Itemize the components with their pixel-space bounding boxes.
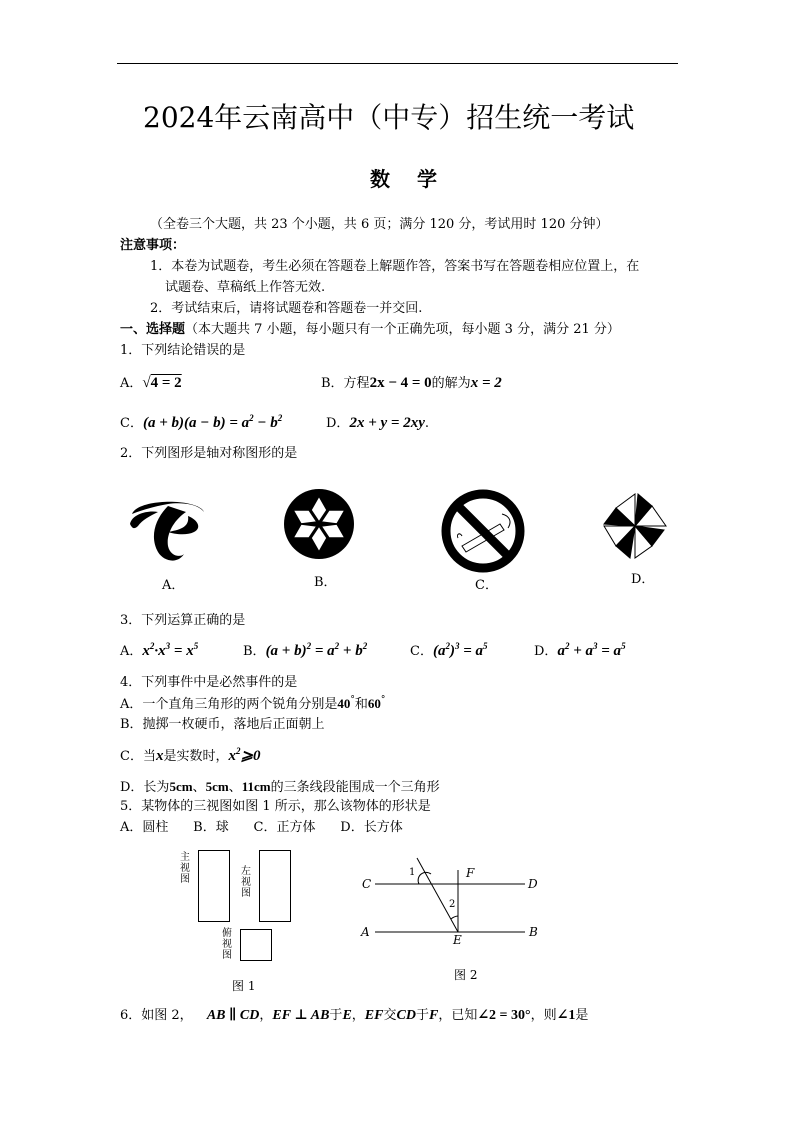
q4-option-b: B．抛掷一枚硬币，落地后正面朝上 [120,717,325,732]
q3-option-d [534,643,626,660]
q1-b-mid: 的解为 [431,376,471,391]
sqrt-symbol: √4 = 2 [142,375,182,391]
header-rule [117,63,678,64]
q2-figure-c-no-smoking-icon [440,488,526,574]
q1-d-label: D． [326,416,350,431]
q4-d-sep1: 、 [192,780,206,795]
notice-item-2: 2．考试结束后，请将试题卷和答题卷一并交回. [150,301,423,316]
q2-label-c: C． [475,578,498,593]
q3-a-label: A． [120,644,143,659]
fig1-side-view [259,850,291,922]
q1-c-math: (a + b)(a − b) = a [142,415,250,431]
q3-option-a [120,643,198,660]
fig1-top-view [240,929,272,961]
q6-shi: 是 [575,1008,589,1023]
q4-a-text: A．一个直角三角形的两个锐角分别是 [120,697,338,712]
fig2-point-e: E [453,933,462,947]
q3-b-label: B． [243,644,266,659]
q4-d-text2: 的三条线段能围成一个三角形 [270,780,440,795]
q1-option-b [321,375,502,392]
q4-stem: 4．下列事件中是必然事件的是 [120,675,298,690]
q6-angle-eq: ∠2 = 30° [477,1008,531,1023]
q1-option-c [120,415,282,432]
fig1-front-label: 主视图 [180,852,190,885]
q4-d-text1: D．长为 [120,780,170,795]
q4-option-d [120,779,440,796]
q3-option-c [410,643,488,660]
q6-known: ，已知 [438,1008,478,1023]
q6-comma1: ， [259,1008,273,1023]
q4-c-text2: 是实数时， [163,749,229,764]
q6-jiao: 交 [383,1008,397,1023]
section-1-desc: （本大题共 7 小题，每小题只有一个正确先项，每小题 3 分，满分 21 分） [185,322,620,337]
q1-d-tail: . [424,416,429,431]
q3-stem: 3．下列运算正确的是 [120,613,246,628]
q3-d-label: D． [534,644,558,659]
q6-ze: ，则 [530,1008,557,1023]
q4-c-math: $x^2⩾0$ [228,746,261,764]
q6-yu1: 于 [329,1008,343,1023]
q4-d-v1: 5cm [169,779,193,794]
q2-stem: 2．下列图形是轴对称图形的是 [120,446,298,461]
page-title: 2024年云南高中（中专）招生统一考试 [143,101,635,134]
q3-d-math: $a^2 + a^3 = a^5$ [557,641,626,659]
q1-c-label: C． [120,416,143,431]
q4-d-sep2: 、 [228,780,242,795]
q4-option-a [120,696,385,713]
q2-figure-d-pinwheel-icon [602,490,668,562]
q4-c-x: x [155,748,164,764]
fig2-point-f: F [466,866,475,880]
q6-ab-cd: AB ∥ CD [206,1008,260,1023]
fig1-top-label: 俯视图 [222,928,232,961]
fig2-caption: 图 2 [454,968,478,982]
q1-option-a [120,375,182,392]
q5-options: A．圆柱 B．球 C．正方体 D．长方体 [120,820,403,835]
q4-d-v2: 5cm [205,779,229,794]
q3-c-math: $(a^2)^3 = a^5$ [432,641,488,659]
q4-a-v2: 60 [367,696,381,711]
q6-e: E [342,1008,352,1023]
q6-yu2: 于 [415,1008,429,1023]
q6-comma2: ， [351,1008,365,1023]
fig2-angle-1: 1 [409,867,416,878]
q1-stem: 1．下列结论错误的是 [120,343,246,358]
notice-item-1: 1．本卷为试题卷，考生必须在答题卷上解题作答，答案书写在答题卷相应位置上，在 [150,259,640,274]
fig2-point-a: A [361,925,370,939]
q2-label-d: D． [631,572,655,587]
q1-b-label: B．方程 [321,376,370,391]
q4-a-v1: 40 [337,696,351,711]
q2-figure-b-star-icon [283,488,355,560]
q6-f: F [428,1008,439,1023]
q3-a-math: $x^2\cdot x^3 = x^5$ [142,641,199,659]
q2-label-b: B． [314,575,337,590]
q6-cd: CD [396,1008,416,1023]
fig1-front-view [198,850,230,922]
exam-info: （全卷三个大题，共 23 个小题，共 6 页；满分 120 分，考试用时 120 分钟） [150,217,609,232]
degree-sign: ° [350,695,355,705]
q1-option-d [326,415,429,432]
q2-figure-a-logo-icon [128,494,208,566]
q2-label-a: A． [162,578,185,593]
q6-angle1: ∠1 [556,1008,576,1023]
q6-stem [120,1008,588,1024]
fig2-point-d: D [528,877,538,891]
q1-d-math: 2x + y = 2xy [349,415,425,431]
fig1-side-label: 左视图 [241,866,251,899]
section-1-header [120,322,620,338]
superscript-2: 2 [249,413,254,423]
q1-b-math2: x = 2 [470,375,502,391]
notice-item-1-cont: 试题卷、草稿纸上作答无效. [165,280,326,295]
degree-sign: ° [380,695,386,705]
q3-b-math: $(a + b)^2 = a^2 + b^2$ [265,641,368,659]
q1-c-math-tail: − b [253,415,278,431]
fig2-point-c: C [362,877,372,891]
q1-a-math: 4 = 2 [150,375,182,391]
superscript-2: 2 [277,413,283,423]
q4-option-c [120,748,261,765]
section-1-heading: 一、选择题 [120,322,186,337]
q6-ef: EF [364,1008,384,1023]
fig1-caption: 图 1 [232,979,256,993]
q3-option-b [243,643,367,660]
q5-stem: 5．某物体的三视图如图 1 所示，那么该物体的形状是 [120,799,431,814]
q4-c-text1: C．当 [120,749,156,764]
q1-b-math1: 2x − 4 = 0 [369,375,432,391]
fig2-point-b: B [529,925,538,939]
q3-c-label: C． [410,644,433,659]
q4-a-and: 和 [354,697,368,712]
q4-d-v3: 11cm [241,779,271,794]
q6-ef-ab: EF ⊥ AB [272,1008,330,1023]
subject-title: 数 学 [370,167,447,191]
fig2-angle-2: 2 [449,899,456,910]
q1-a-label: A． [120,376,143,391]
q6-start: 6．如图 2， [120,1008,193,1023]
notice-heading: 注意事项： [120,238,186,253]
